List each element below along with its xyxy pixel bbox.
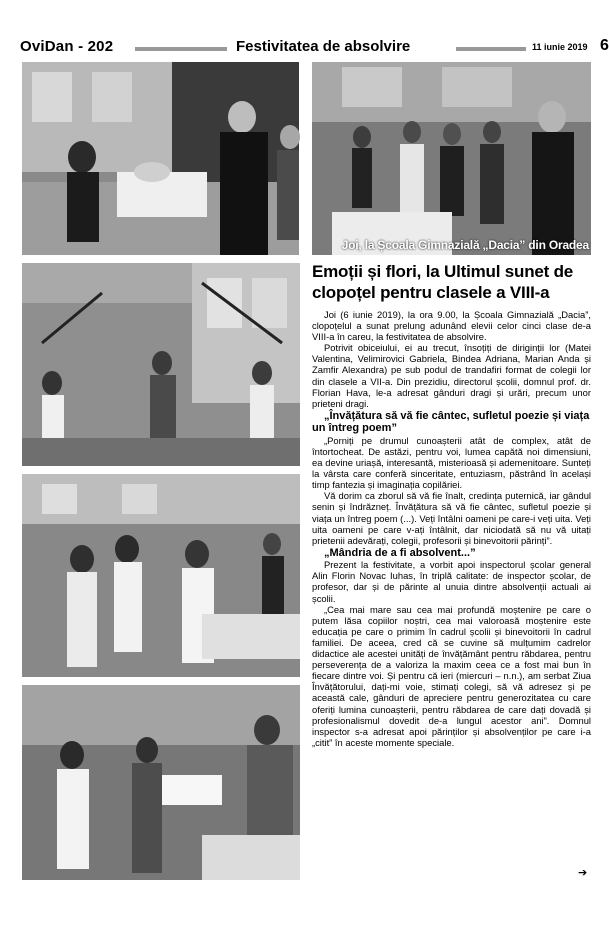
page-header [20, 37, 609, 58]
header-divider [135, 47, 227, 51]
article-paragraph: „Cea mai mare sau cea mai profundă moștenire pe care o putem lăsa copiilor noștri, cea mai valoroasă moștenire este educația pe care o primim în cadrul școlii și binevoitorii în cadrul familiei. De aceea, cred că se cuvine să mulțumim cadrelor didactice ale acestei unități de învățământ pentru răbdarea, pentru perseverența de a valoriza la maxim ceea ce a fost mai bun în fiecare dintre voi. Și pentru că ieri (miercuri – n.n.), am serbat Ziua Învățătorului, dați-mi voie, stimați colegi, să vă adresez și pe această cale, gânduri de apreciere pentru generozitatea cu care oferiți lumina cunoașterii, pentru răbdarea de care dați dovadă și profesionalismul dovedit de-a lungul acestor ani”. Domnul inspector s-a adresat apoi părinților și absolvenților pe care i-a „citit” în aceste momente speciale. [312, 603, 591, 748]
masthead: OviDan - 202 [20, 38, 114, 55]
photo-rose-bridge [22, 263, 300, 466]
article-headline: Emoții și flori, la Ultimul sunet de clopoțel pentru clasele a VIII-a [312, 262, 574, 302]
photo-graduates-diplomas [22, 685, 300, 880]
photo-speech-teachers [312, 62, 591, 255]
page-number: 6 [600, 37, 609, 54]
article-subheading: „Învățătura să vă fie cântec, sufletul poezie și viața un întreg poem” [312, 409, 590, 435]
section-title: Festivitatea de absolvire [236, 38, 411, 55]
photo-diploma-handover [22, 62, 299, 255]
header-divider [456, 47, 526, 51]
continue-arrow-icon: ➔ [578, 867, 588, 879]
photo-caption: Joi, la Școala Gimnazială „Dacia” din Oradea [341, 238, 589, 252]
photo-diplomas-flowers [22, 474, 300, 677]
article [312, 261, 591, 748]
article-paragraph: Potrivit obiceiului, ei au trecut, însoțiți de diriginții lor (Matei Valentina, Velimirovici Gabriela, Bindea Adriana, Marian Anda și Zamfir Alexandra) pe sub podul de trandafiri format de colegii lor din clasele a VII-a. Din prezidiu, directorul școlii, domnul prof. dr. Florian Hava, le-a adresat gânduri dragi și urări, precum unor prieteni dragi. [312, 342, 591, 409]
article-subheading: „Mândria de a fi absolvent...” [324, 546, 476, 559]
publication-date: 11 iunie 2019 [532, 42, 588, 52]
article-paragraph: „Porniți pe drumul cunoașterii atât de complex, atât de întortocheat. De astăzi, pentru voi, lumea capătă noi dimensiuni, ea devine uriașă, interesantă, misterioasă și ademenitoare. Sunteți la vârsta care conferă sinceritate, entuziasm, păstrând în același timp fantezia și imaginația copilăriei. [312, 434, 591, 491]
article-paragraph: Prezent la festivitate, a vorbit apoi inspectorul școlar general Alin Florin Novac Iuhas, în triplă calitate: de inspector școlar, de profesor, dar și de părinte al unuia dintre absolvenții actuali ai școlii. [312, 559, 591, 604]
article-paragraph: Joi (6 iunie 2019), la ora 9.00, la Școala Gimnazială „Dacia”, clopoțelul a sunat prelung adunând elevii celor cinci clase de-a VIII-a în careu, la festivitatea de absolvire. [312, 309, 591, 343]
article-paragraph: Vă dorim ca zborul să vă fie înalt, credința puternică, iar gândul senin și îndrăzneț. Învățătura să vă fie cântec, sufletul poezie și viața un întreg poem (...). Veți întâlni oameni pe care-i veți uita. Veți uita oameni pe care v-ați întâlnit, dar niciodată să nu vă uitați prietenii adevărați, colegii, profesorii și binevoitorii părinți”. [312, 490, 591, 546]
